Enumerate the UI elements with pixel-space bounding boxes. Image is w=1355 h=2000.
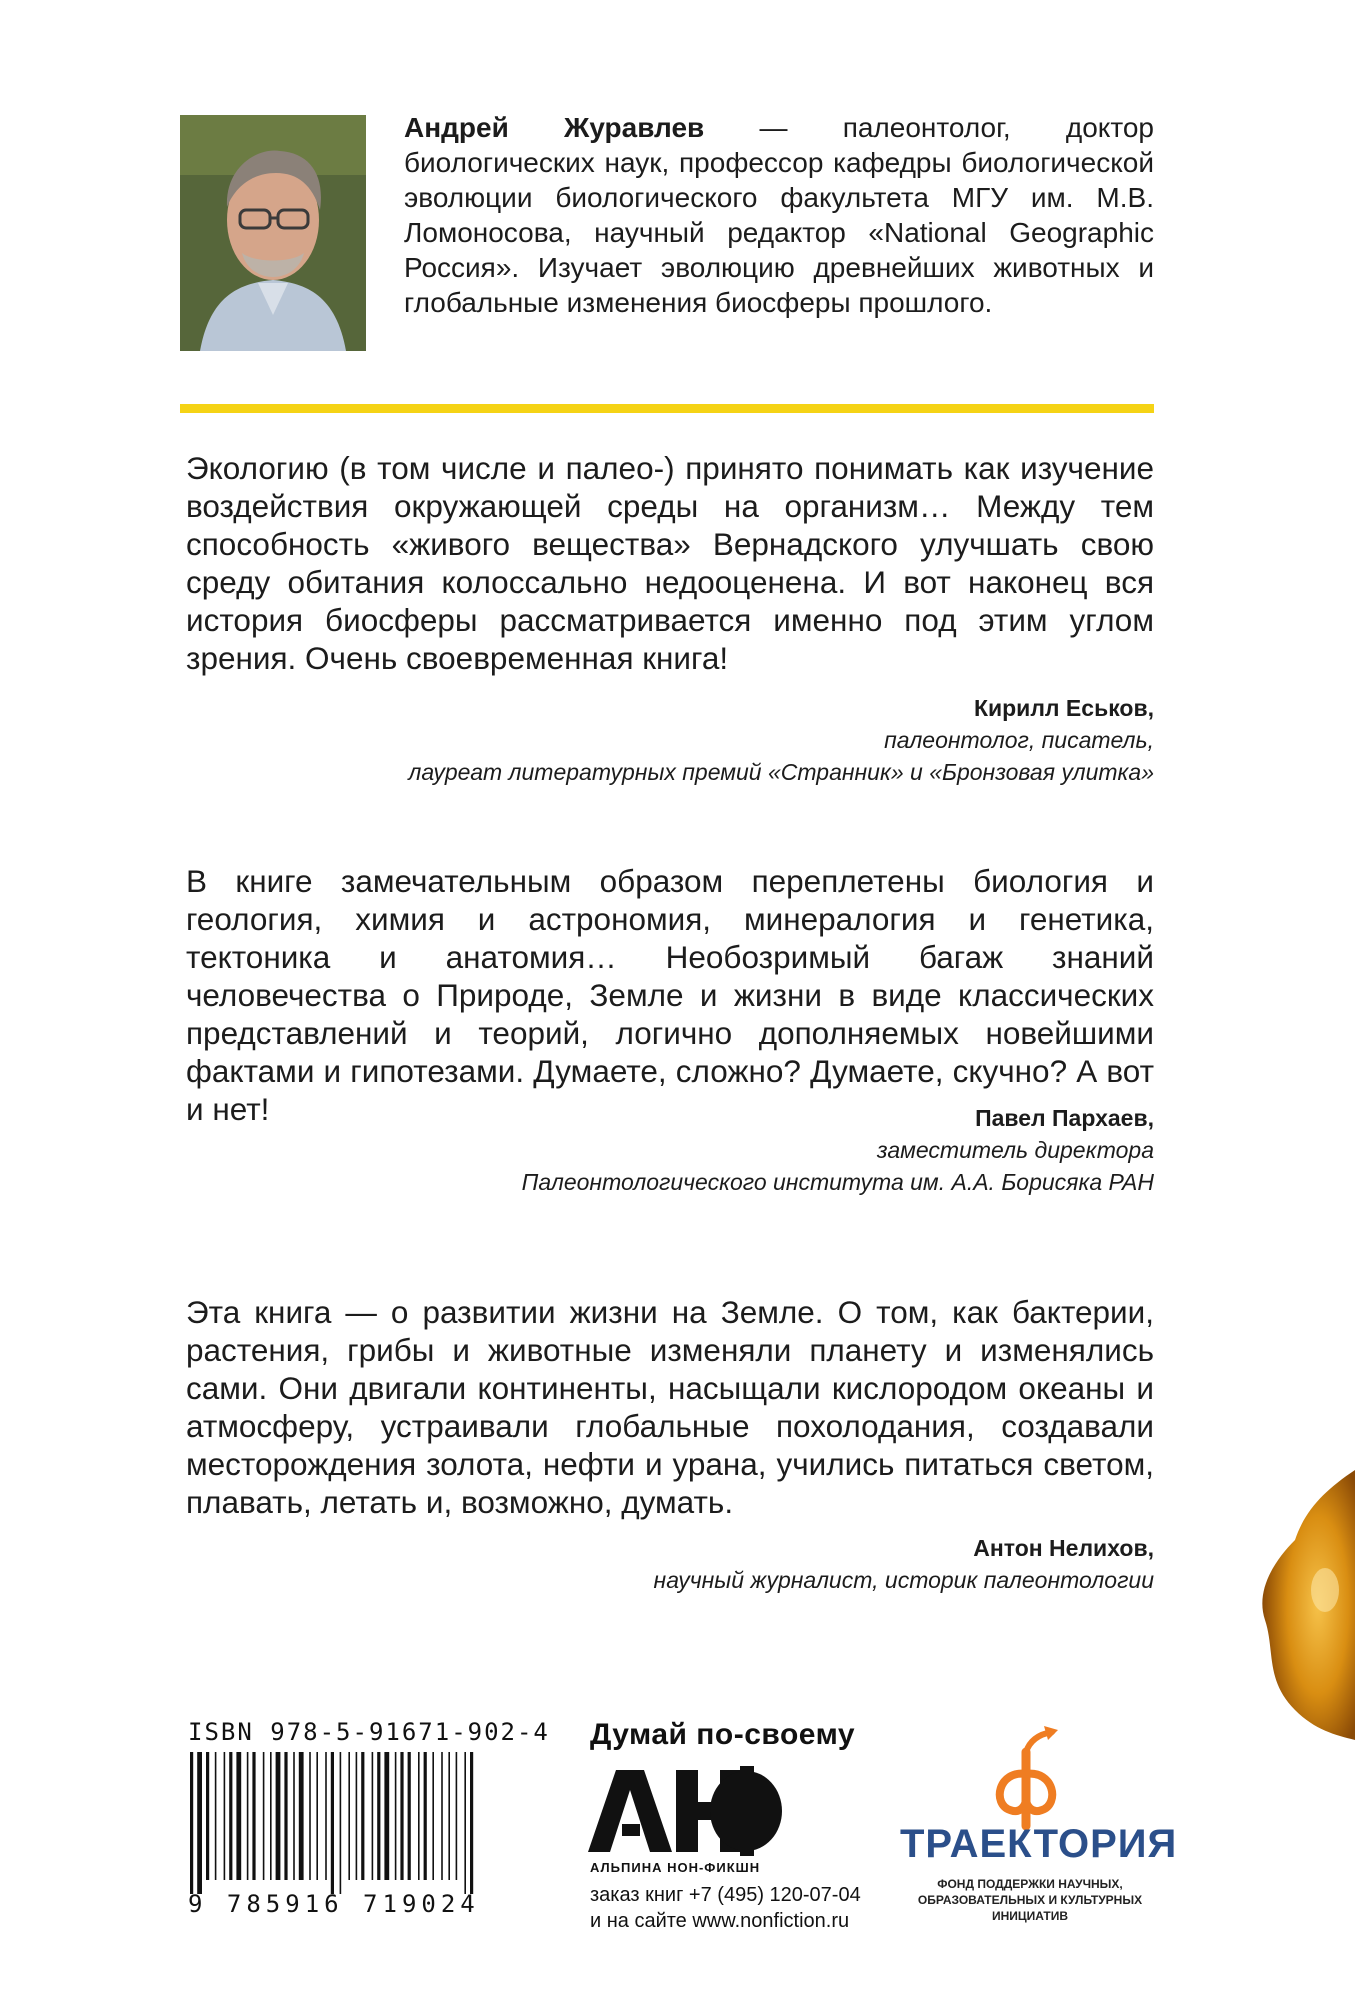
barcode-bar bbox=[206, 1752, 209, 1880]
barcode-bar bbox=[215, 1752, 217, 1880]
barcode-bar bbox=[229, 1752, 232, 1880]
quote-attribution-1 bbox=[408, 692, 1154, 788]
amber-decoration bbox=[1245, 1470, 1355, 1740]
barcode-bar bbox=[432, 1752, 434, 1880]
barcode-bar bbox=[441, 1752, 443, 1880]
author-bio bbox=[404, 110, 1154, 320]
barcode-bar bbox=[348, 1752, 350, 1880]
trajectory-logo-icon bbox=[978, 1722, 1074, 1832]
barcode-bar bbox=[224, 1752, 226, 1880]
barcode-bar bbox=[325, 1752, 327, 1880]
publisher-logo bbox=[586, 1766, 786, 1856]
yellow-divider bbox=[180, 404, 1154, 413]
barcode-bar bbox=[418, 1752, 420, 1880]
quote-text-1: Экологию (в том числе и палео-) принято понимать как изучение воздействия окружающей среды на организм… Между тем способность «живого вещества» Вернадского улучшать свою среду обитания колоссально недооценена. И вот наконец вся история биосферы рассматривается именно под этим углом зрения. Очень своевременная книга! bbox=[186, 450, 1154, 676]
quote-author-role: заместитель директора bbox=[876, 1137, 1154, 1163]
barcode bbox=[188, 1752, 514, 1894]
author-name: Андрей Журавлев bbox=[404, 112, 705, 143]
barcode-digits: 9 785916 719024 bbox=[188, 1890, 480, 1918]
publisher-name: АЛЬПИНА НОН-ФИКШН bbox=[590, 1860, 761, 1875]
barcode-bar bbox=[197, 1752, 202, 1894]
barcode-bar bbox=[470, 1752, 473, 1894]
quote-text-3: Эта книга — о развитии жизни на Земле. О том, как бактерии, растения, грибы и животные изменяли планету и изменялись сами. Они двигали континенты, насыщали кислородом океаны и атмосферу, устраивали глобальные похолодания, создавали месторождения золота, нефти и урана, учились питаться светом, плавать, летать и, возможно, думать. bbox=[186, 1294, 1154, 1520]
barcode-bar bbox=[276, 1752, 281, 1880]
barcode-bar bbox=[247, 1752, 249, 1880]
barcode-bar bbox=[464, 1752, 466, 1894]
quote-author-name: Антон Нелихов, bbox=[973, 1535, 1154, 1561]
barcode-bar bbox=[316, 1752, 318, 1880]
publisher-slogan: Думай по-своему bbox=[590, 1718, 856, 1751]
quote-author-name: Павел Пархаев, bbox=[975, 1105, 1154, 1131]
quote-author-role: палеонтолог, писатель, bbox=[884, 727, 1154, 753]
barcode-bar bbox=[299, 1752, 304, 1880]
trajectory-subtitle: ФОНД ПОДДЕРЖКИ НАУЧНЫХ, ОБРАЗОВАТЕЛЬНЫХ И КУЛЬТУРНЫХ ИНИЦИАТИВ bbox=[917, 1877, 1143, 1923]
quote-author-role: лауреат литературных премий «Странник» и «Бронзовая улитка» bbox=[408, 759, 1154, 785]
trajectory-name: ТРАЕКТОРИЯ bbox=[900, 1822, 1178, 1866]
barcode-bar bbox=[356, 1752, 358, 1880]
quote-author-role: научный журналист, историк палеонтологии bbox=[653, 1567, 1154, 1593]
barcode-bar bbox=[395, 1752, 397, 1880]
barcode-bar bbox=[384, 1752, 389, 1880]
barcode-bar bbox=[448, 1752, 450, 1880]
barcode-bar bbox=[372, 1752, 374, 1880]
barcode-bar bbox=[309, 1752, 311, 1880]
barcode-bar bbox=[400, 1752, 403, 1880]
quote-attribution-2 bbox=[522, 1102, 1154, 1198]
barcode-bar bbox=[270, 1752, 272, 1880]
quote-text-2: В книге замечательным образом переплетены биология и геология, химия и астрономия, минералогия и генетика, тектоника и анатомия… Необозримый багаж знаний человечества о Природе, Земле и жизни в виде классических представлений и теорий, логично дополняемых новейшими фактами и гипотезами. Думаете, сложно? Думаете, скучно? А вот и нет! bbox=[186, 863, 1154, 1127]
quote-attribution-3 bbox=[654, 1532, 1154, 1596]
isbn-label: ISBN 978-5-91671-902-4 bbox=[188, 1718, 550, 1746]
author-photo bbox=[180, 115, 366, 351]
barcode-bar bbox=[236, 1752, 241, 1880]
barcode-bar bbox=[293, 1752, 295, 1880]
order-phone: заказ книг +7 (495) 120-07-04 bbox=[590, 1884, 861, 1906]
barcode-bar bbox=[424, 1752, 427, 1880]
barcode-bar bbox=[361, 1752, 364, 1880]
barcode-bar bbox=[377, 1752, 380, 1880]
barcode-bar bbox=[190, 1752, 193, 1894]
barcode-bar bbox=[331, 1752, 334, 1894]
barcode-bar bbox=[456, 1752, 458, 1880]
barcode-bar bbox=[284, 1752, 287, 1880]
barcode-bar bbox=[408, 1752, 411, 1880]
author-bio-text: — палеонтолог, доктор биологических наук, профессор кафедры биологической эволюции биологического факультета МГУ им. М.В. Ломоносова, научный редактор «National Geographic Россия». Изучает эволюцию древнейших животных и глобальные изменения биосферы прошлого. bbox=[404, 112, 1154, 318]
barcode-bar bbox=[252, 1752, 255, 1880]
author-portrait-illustration bbox=[180, 115, 366, 351]
quote-author-role: Палеонтологического института им. А.А. Борисяка РАН bbox=[521, 1169, 1154, 1195]
barcode-bar bbox=[340, 1752, 342, 1894]
barcode-bar bbox=[263, 1752, 265, 1880]
quote-author-name: Кирилл Еськов, bbox=[973, 695, 1154, 721]
order-website: и на сайте www.nonfiction.ru bbox=[590, 1910, 850, 1932]
